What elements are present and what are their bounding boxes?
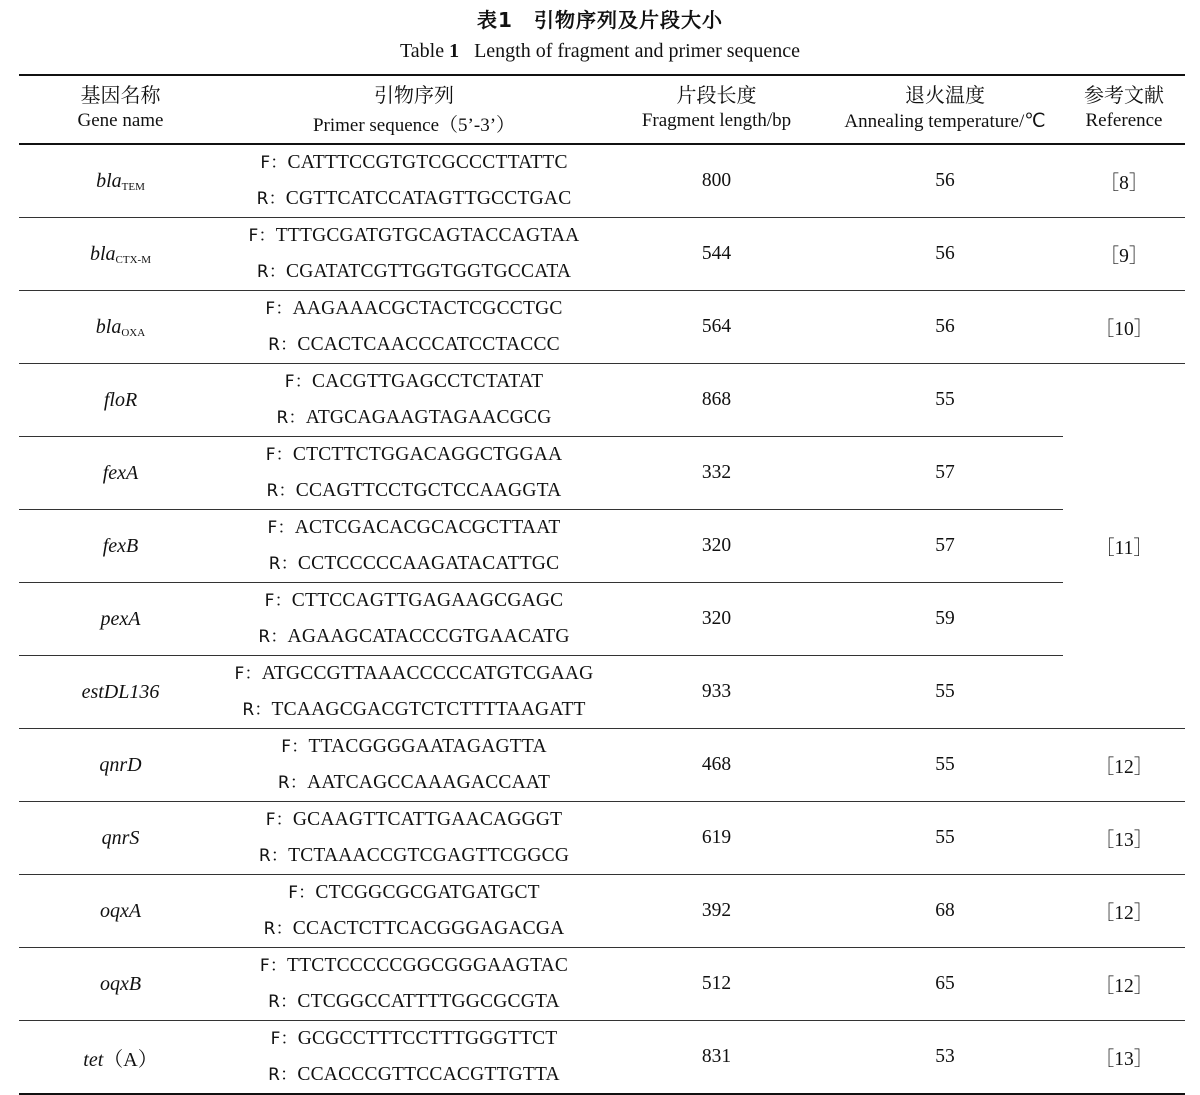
- forward-primer-sequence: TTTGCGATGTGCAGTACCAGTAA: [275, 225, 580, 246]
- reverse-primer: [222, 838, 606, 874]
- header-temp-cn: 退火温度: [827, 75, 1063, 110]
- gene-name-cell: [19, 291, 222, 364]
- fragment-length-cell: 320: [606, 510, 827, 583]
- primer-cell: [222, 729, 606, 802]
- table-row: [19, 583, 1185, 656]
- reverse-primer: [222, 765, 606, 801]
- reverse-primer-sequence: ATGCAGAAGTAGAACGCG: [305, 407, 552, 428]
- primer-cell: [222, 144, 606, 218]
- reverse-primer-label: R：: [268, 992, 298, 1012]
- table-row: [19, 875, 1185, 948]
- gene-name-cell: [19, 875, 222, 948]
- reverse-primer-label: R：: [268, 554, 298, 574]
- primer-pair: [222, 656, 606, 728]
- annealing-temp-cell: 56: [827, 144, 1063, 218]
- gene-name-cell: [19, 437, 222, 510]
- table-row: [19, 364, 1185, 437]
- reverse-primer: [222, 692, 606, 728]
- gene-name-base: pexA: [100, 607, 141, 630]
- table-row: [19, 729, 1185, 802]
- reference-cell: ［10］: [1063, 291, 1185, 364]
- annealing-temp-cell: 53: [827, 1021, 1063, 1095]
- primer-cell: [222, 364, 606, 437]
- gene-subscript: TEM: [121, 180, 145, 193]
- table-title-en-gap: [459, 40, 474, 62]
- reverse-primer-sequence: CCACTCTTCACGGGAGACGA: [292, 918, 565, 939]
- forward-primer: [222, 729, 606, 765]
- gene-name: [100, 973, 141, 995]
- gene-name: [103, 462, 139, 484]
- table-row: [19, 802, 1185, 875]
- primer-cell: [222, 510, 606, 583]
- annealing-temp-cell: 55: [827, 729, 1063, 802]
- primer-pair: [222, 510, 606, 582]
- annealing-temp-cell: 55: [827, 364, 1063, 437]
- gene-name-cell: [19, 364, 222, 437]
- fragment-length-cell: 933: [606, 656, 827, 729]
- reverse-primer-sequence: AATCAGCCAAAGACCAAT: [307, 772, 551, 793]
- gene-name: [100, 900, 141, 922]
- reverse-primer-label: R：: [263, 919, 293, 939]
- table-number: 1: [449, 40, 460, 62]
- annealing-temp-cell: 55: [827, 802, 1063, 875]
- forward-primer-sequence: CTCTTCTGGACAGGCTGGAA: [292, 444, 563, 465]
- forward-primer-sequence: GCGCCTTTCCTTTGGGTTCT: [297, 1028, 558, 1049]
- gene-name: [104, 389, 137, 411]
- forward-primer: [222, 656, 606, 692]
- reverse-primer-label: R：: [258, 846, 289, 866]
- reverse-primer-sequence: AGAAGCATACCCGTGAACATG: [287, 626, 570, 647]
- table-title-en-prefix: Table: [399, 40, 450, 62]
- reverse-primer-sequence: TCAAGCGACGTCTCTTTTAAGATT: [271, 699, 586, 720]
- forward-primer: [222, 875, 606, 911]
- forward-primer: [222, 218, 606, 254]
- table-title-en: [0, 40, 1200, 63]
- reverse-primer-label: R：: [277, 773, 308, 793]
- table-row: [19, 948, 1185, 1021]
- forward-primer-sequence: AAGAAACGCTACTCGCCTGC: [292, 298, 563, 319]
- primer-table: [19, 74, 1185, 1095]
- reverse-primer-label: R：: [256, 189, 286, 209]
- gene-name: [99, 754, 141, 776]
- header-gene-en: Gene name: [19, 110, 222, 144]
- forward-primer-sequence: ACTCGACACGCACGCTTAAT: [294, 517, 561, 538]
- gene-name-cell: [19, 948, 222, 1021]
- fragment-length-cell: 320: [606, 583, 827, 656]
- gene-name-base: qnrD: [99, 753, 142, 776]
- primer-pair: [222, 145, 606, 217]
- reverse-primer-sequence: CCACCCGTTCCACGTTGTTA: [297, 1064, 560, 1085]
- gene-name-base: tet: [83, 1048, 104, 1071]
- primer-cell: [222, 1021, 606, 1095]
- reference-cell: ［13］: [1063, 1021, 1185, 1095]
- reference-cell: ［8］: [1063, 144, 1185, 218]
- primer-cell: [222, 656, 606, 729]
- forward-primer-label: F：: [265, 445, 293, 465]
- fragment-length-cell: 544: [606, 218, 827, 291]
- fragment-length-cell: 831: [606, 1021, 827, 1095]
- header-length-en: Fragment length/bp: [606, 110, 827, 144]
- reference-cell: ［13］: [1063, 802, 1185, 875]
- table-row: [19, 656, 1185, 729]
- header-temp-en: Annealing temperature/℃: [827, 110, 1063, 144]
- forward-primer-sequence: ATGCCGTTAAACCCCCATGTCGAAG: [261, 663, 594, 684]
- forward-primer-label: F：: [265, 810, 293, 830]
- gene-name-suffix: （A）: [103, 1048, 158, 1071]
- forward-primer: [222, 802, 606, 838]
- gene-subscript: CTX-M: [115, 253, 151, 266]
- forward-primer-label: F：: [284, 372, 312, 392]
- reverse-primer: [222, 911, 606, 947]
- forward-primer-label: F：: [264, 591, 292, 611]
- primer-pair: [222, 802, 606, 874]
- reference-cell: ［11］: [1063, 364, 1185, 729]
- header-row-cn: [19, 75, 1185, 110]
- gene-name: [83, 1049, 157, 1071]
- annealing-temp-cell: 56: [827, 218, 1063, 291]
- gene-name-cell: [19, 1021, 222, 1095]
- fragment-length-cell: 564: [606, 291, 827, 364]
- gene-name-base: fexA: [102, 461, 139, 484]
- forward-primer-label: F：: [288, 883, 316, 903]
- table-row: [19, 218, 1185, 291]
- primer-pair: [222, 583, 606, 655]
- forward-primer-sequence: TTCTCCCCCGGCGGGAAGTAC: [287, 955, 569, 976]
- reverse-primer: [222, 1057, 606, 1093]
- table-body: [19, 144, 1185, 1094]
- primer-pair: [222, 948, 606, 1020]
- gene-name-base: oqxA: [99, 899, 142, 922]
- header-ref-cn: 参考文献: [1063, 75, 1185, 110]
- primer-cell: [222, 291, 606, 364]
- reverse-primer-sequence: TCTAAACCGTCGAGTTCGGCG: [288, 845, 570, 866]
- forward-primer-sequence: CTCGGCGCGATGATGCT: [315, 882, 540, 903]
- gene-name-base: oqxB: [99, 972, 142, 995]
- forward-primer-label: F：: [265, 299, 293, 319]
- gene-name-base: bla: [89, 242, 116, 265]
- gene-name-cell: [19, 510, 222, 583]
- header-row-en: [19, 110, 1185, 144]
- forward-primer-label: F：: [267, 518, 295, 538]
- primer-pair: [222, 218, 606, 290]
- annealing-temp-cell: 59: [827, 583, 1063, 656]
- reverse-primer-sequence: CGTTCATCCATAGTTGCCTGAC: [285, 188, 572, 209]
- gene-name-base: estDL136: [81, 680, 160, 703]
- forward-primer-label: F：: [281, 737, 309, 757]
- primer-cell: [222, 802, 606, 875]
- fragment-length-cell: 468: [606, 729, 827, 802]
- table-row: [19, 291, 1185, 364]
- primer-cell: [222, 875, 606, 948]
- table-row: [19, 144, 1185, 218]
- gene-name-base: qnrS: [101, 826, 140, 849]
- reverse-primer-label: R：: [266, 481, 296, 501]
- gene-name: [102, 827, 140, 849]
- reverse-primer: [222, 619, 606, 655]
- reverse-primer-label: R：: [258, 627, 288, 647]
- primer-pair: [222, 1021, 606, 1093]
- reference-cell: ［9］: [1063, 218, 1185, 291]
- primer-cell: [222, 437, 606, 510]
- fragment-length-cell: 512: [606, 948, 827, 1021]
- reverse-primer-sequence: CCAGTTCCTGCTCCAAGGTA: [295, 480, 562, 501]
- primer-pair: [222, 729, 606, 801]
- reference-cell: ［12］: [1063, 948, 1185, 1021]
- forward-primer: [222, 583, 606, 619]
- reverse-primer-sequence: CCACTCAACCCATCCTACCC: [297, 334, 560, 355]
- reverse-primer-label: R：: [242, 700, 272, 720]
- forward-primer-label: F：: [259, 956, 288, 976]
- gene-name-cell: [19, 729, 222, 802]
- forward-primer-sequence: CTTCCAGTTGAGAAGCGAGC: [291, 590, 564, 611]
- gene-name-cell: [19, 218, 222, 291]
- forward-primer-label: F：: [248, 226, 276, 246]
- primer-cell: [222, 948, 606, 1021]
- reverse-primer: [222, 984, 606, 1020]
- reference-cell: ［12］: [1063, 875, 1185, 948]
- gene-name: [82, 681, 160, 703]
- gene-name: [103, 535, 139, 557]
- forward-primer-sequence: TTACGGGGAATAGAGTTA: [308, 736, 547, 757]
- forward-primer: [222, 510, 606, 546]
- reverse-primer-sequence: CGATATCGTTGGTGGTGCCATA: [286, 261, 572, 282]
- gene-name-base: fexB: [102, 534, 139, 557]
- gene-name: [90, 243, 151, 265]
- reverse-primer-label: R：: [268, 1065, 298, 1085]
- reverse-primer: [222, 546, 606, 582]
- reverse-primer-label: R：: [276, 408, 306, 428]
- header-gene-cn: 基因名称: [19, 75, 222, 110]
- primer-pair: [222, 875, 606, 947]
- table-row: [19, 1021, 1185, 1095]
- annealing-temp-cell: 55: [827, 656, 1063, 729]
- table-row: [19, 510, 1185, 583]
- gene-name-base: bla: [96, 169, 122, 192]
- forward-primer-sequence: CATTTCCGTGTCGCCCTTATTC: [287, 152, 568, 173]
- gene-name-cell: [19, 583, 222, 656]
- reverse-primer-sequence: CTCGGCCATTTTGGCGCGTA: [297, 991, 560, 1012]
- gene-name-cell: [19, 144, 222, 218]
- header-ref-en: Reference: [1063, 110, 1185, 144]
- annealing-temp-cell: 57: [827, 437, 1063, 510]
- reverse-primer: [222, 181, 606, 217]
- gene-name: [96, 316, 145, 338]
- primer-pair: [222, 291, 606, 363]
- gene-subscript: OXA: [121, 326, 146, 339]
- reference-cell: ［12］: [1063, 729, 1185, 802]
- table-row: [19, 437, 1185, 510]
- reverse-primer-label: R：: [256, 262, 287, 282]
- annealing-temp-cell: 65: [827, 948, 1063, 1021]
- table-title-cn: 表1 引物序列及片段大小: [477, 8, 723, 32]
- reverse-primer-sequence: CCTCCCCCAAGATACATTGC: [297, 553, 560, 574]
- forward-primer: [222, 437, 606, 473]
- fragment-length-cell: 332: [606, 437, 827, 510]
- reverse-primer: [222, 327, 606, 363]
- forward-primer-label: F：: [234, 664, 262, 684]
- fragment-length-cell: 800: [606, 144, 827, 218]
- forward-primer: [222, 145, 606, 181]
- reverse-primer: [222, 254, 606, 290]
- primer-cell: [222, 583, 606, 656]
- reverse-primer: [222, 473, 606, 509]
- annealing-temp-cell: 56: [827, 291, 1063, 364]
- table-title-en-text: Length of fragment and primer sequence: [474, 40, 801, 62]
- primer-pair: [222, 437, 606, 509]
- header-primer-en: Primer sequence（5’-3’）: [222, 110, 606, 144]
- gene-name: [96, 170, 145, 192]
- primer-cell: [222, 218, 606, 291]
- forward-primer: [222, 1021, 606, 1057]
- forward-primer: [222, 364, 606, 400]
- forward-primer-label: F：: [270, 1029, 298, 1049]
- annealing-temp-cell: 68: [827, 875, 1063, 948]
- primer-pair: [222, 364, 606, 436]
- header-length-cn: 片段长度: [606, 75, 827, 110]
- fragment-length-cell: 619: [606, 802, 827, 875]
- annealing-temp-cell: 57: [827, 510, 1063, 583]
- header-primer-cn: 引物序列: [222, 75, 606, 110]
- reverse-primer-label: R：: [268, 335, 298, 355]
- fragment-length-cell: 868: [606, 364, 827, 437]
- gene-name-cell: [19, 802, 222, 875]
- reverse-primer: [222, 400, 606, 436]
- fragment-length-cell: 392: [606, 875, 827, 948]
- forward-primer: [222, 948, 606, 984]
- gene-name-cell: [19, 656, 222, 729]
- forward-primer-label: F：: [260, 153, 288, 173]
- gene-name-base: floR: [103, 388, 138, 411]
- gene-name-base: bla: [95, 315, 122, 338]
- forward-primer-sequence: CACGTTGAGCCTCTATAT: [311, 371, 544, 392]
- gene-name: [101, 608, 141, 630]
- forward-primer: [222, 291, 606, 327]
- forward-primer-sequence: GCAAGTTCATTGAACAGGGT: [292, 809, 563, 830]
